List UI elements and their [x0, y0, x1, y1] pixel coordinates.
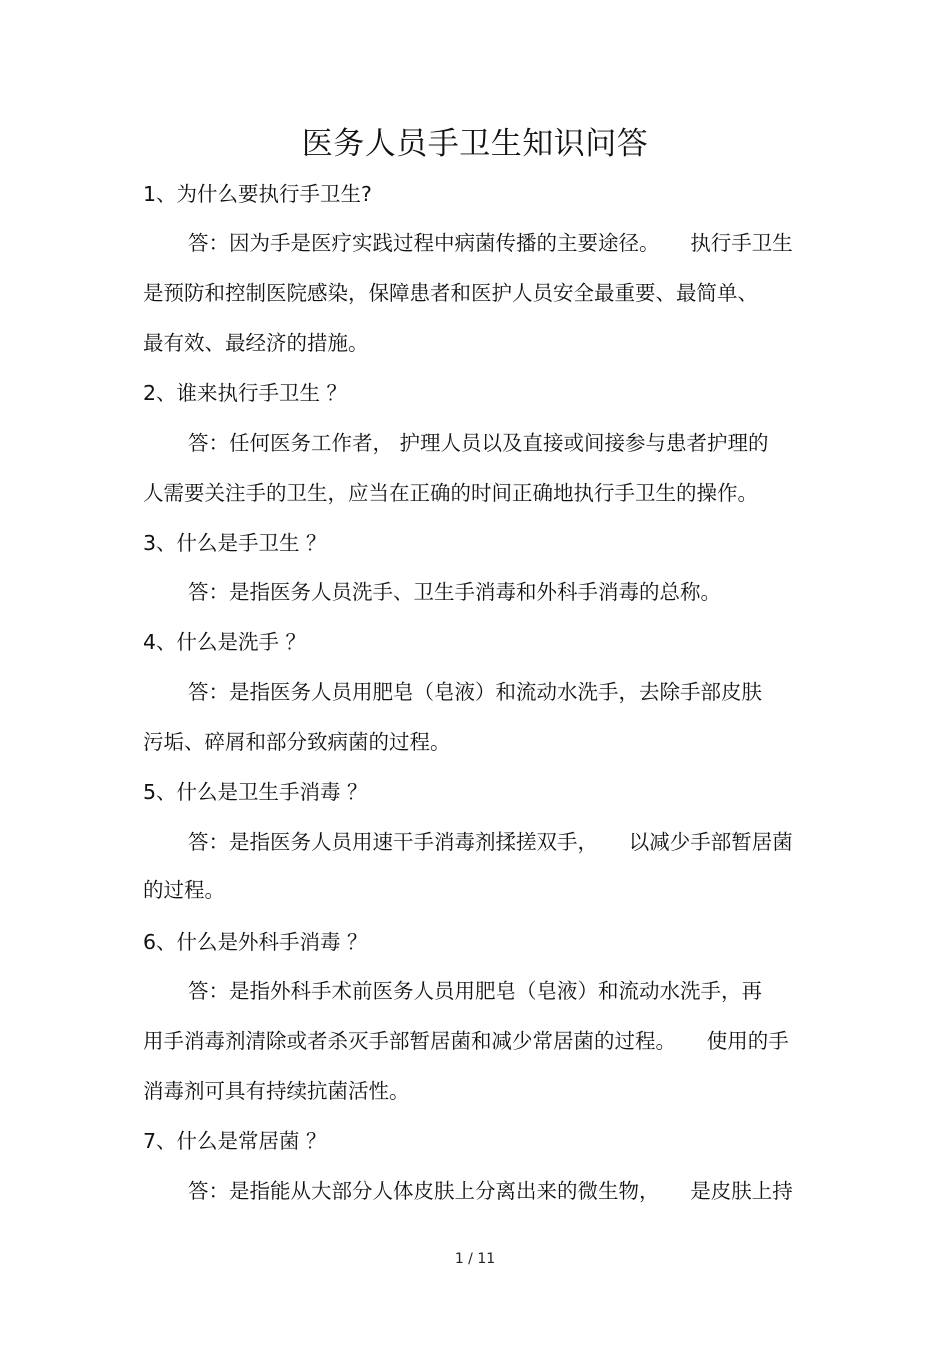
question-1: 1、为什么要执行手卫生?: [143, 182, 372, 206]
question-5: 5、什么是卫生手消毒 ？: [143, 780, 368, 804]
answer-1-line-2: 是预防和控制医院感染，保障患者和医护人员安全最重要、最简单、: [143, 281, 758, 305]
answer-2-line-1: 答：任何医务工作者， 护理人员以及直接或间接参与患者护理的: [188, 431, 769, 455]
answer-4-line-1: 答：是指医务人员用肥皂（皂液）和流动水洗手，去除手部皮肤: [188, 680, 762, 704]
answer-5-line-2: 的过程。: [143, 878, 225, 902]
answer-2-line-2: 人需要关注手的卫生，应当在正确的时间正确地执行手卫生的操作。: [143, 481, 758, 505]
question-3: 3、什么是手卫生 ？: [143, 531, 327, 555]
question-6: 6、什么是外科手消毒 ？: [143, 930, 368, 954]
answer-6-line-2: 用手消毒剂清除或者杀灭手部暂居菌和减少常居菌的过程。 使用的手: [143, 1029, 789, 1053]
question-2: 2、谁来执行手卫生 ？: [143, 381, 348, 405]
document-title: 医务人员手卫生知识问答: [301, 126, 649, 162]
answer-6-line-1: 答：是指外科手术前医务人员用肥皂（皂液）和流动水洗手，再: [188, 979, 762, 1003]
page-number: 1 / 11: [454, 1251, 496, 1267]
answer-5-line-1: 答：是指医务人员用速干手消毒剂揉搓双手， 以减少手部暂居菌: [188, 830, 793, 854]
question-7: 7、什么是常居菌 ？: [143, 1129, 327, 1153]
answer-4-line-2: 污垢、碎屑和部分致病菌的过程。: [143, 730, 451, 754]
question-4: 4、什么是洗手 ？: [143, 630, 307, 654]
answer-3-line-1: 答：是指医务人员洗手、卫生手消毒和外科手消毒的总称。: [188, 580, 721, 604]
answer-7-line-1: 答：是指能从大部分人体皮肤上分离出来的微生物， 是皮肤上持: [188, 1179, 793, 1203]
answer-1-line-1: 答：因为手是医疗实践过程中病菌传播的主要途径。 执行手卫生: [188, 231, 793, 255]
answer-6-line-3: 消毒剂可具有持续抗菌活性。: [143, 1079, 410, 1103]
answer-1-line-3: 最有效、最经济的措施。: [143, 331, 369, 355]
